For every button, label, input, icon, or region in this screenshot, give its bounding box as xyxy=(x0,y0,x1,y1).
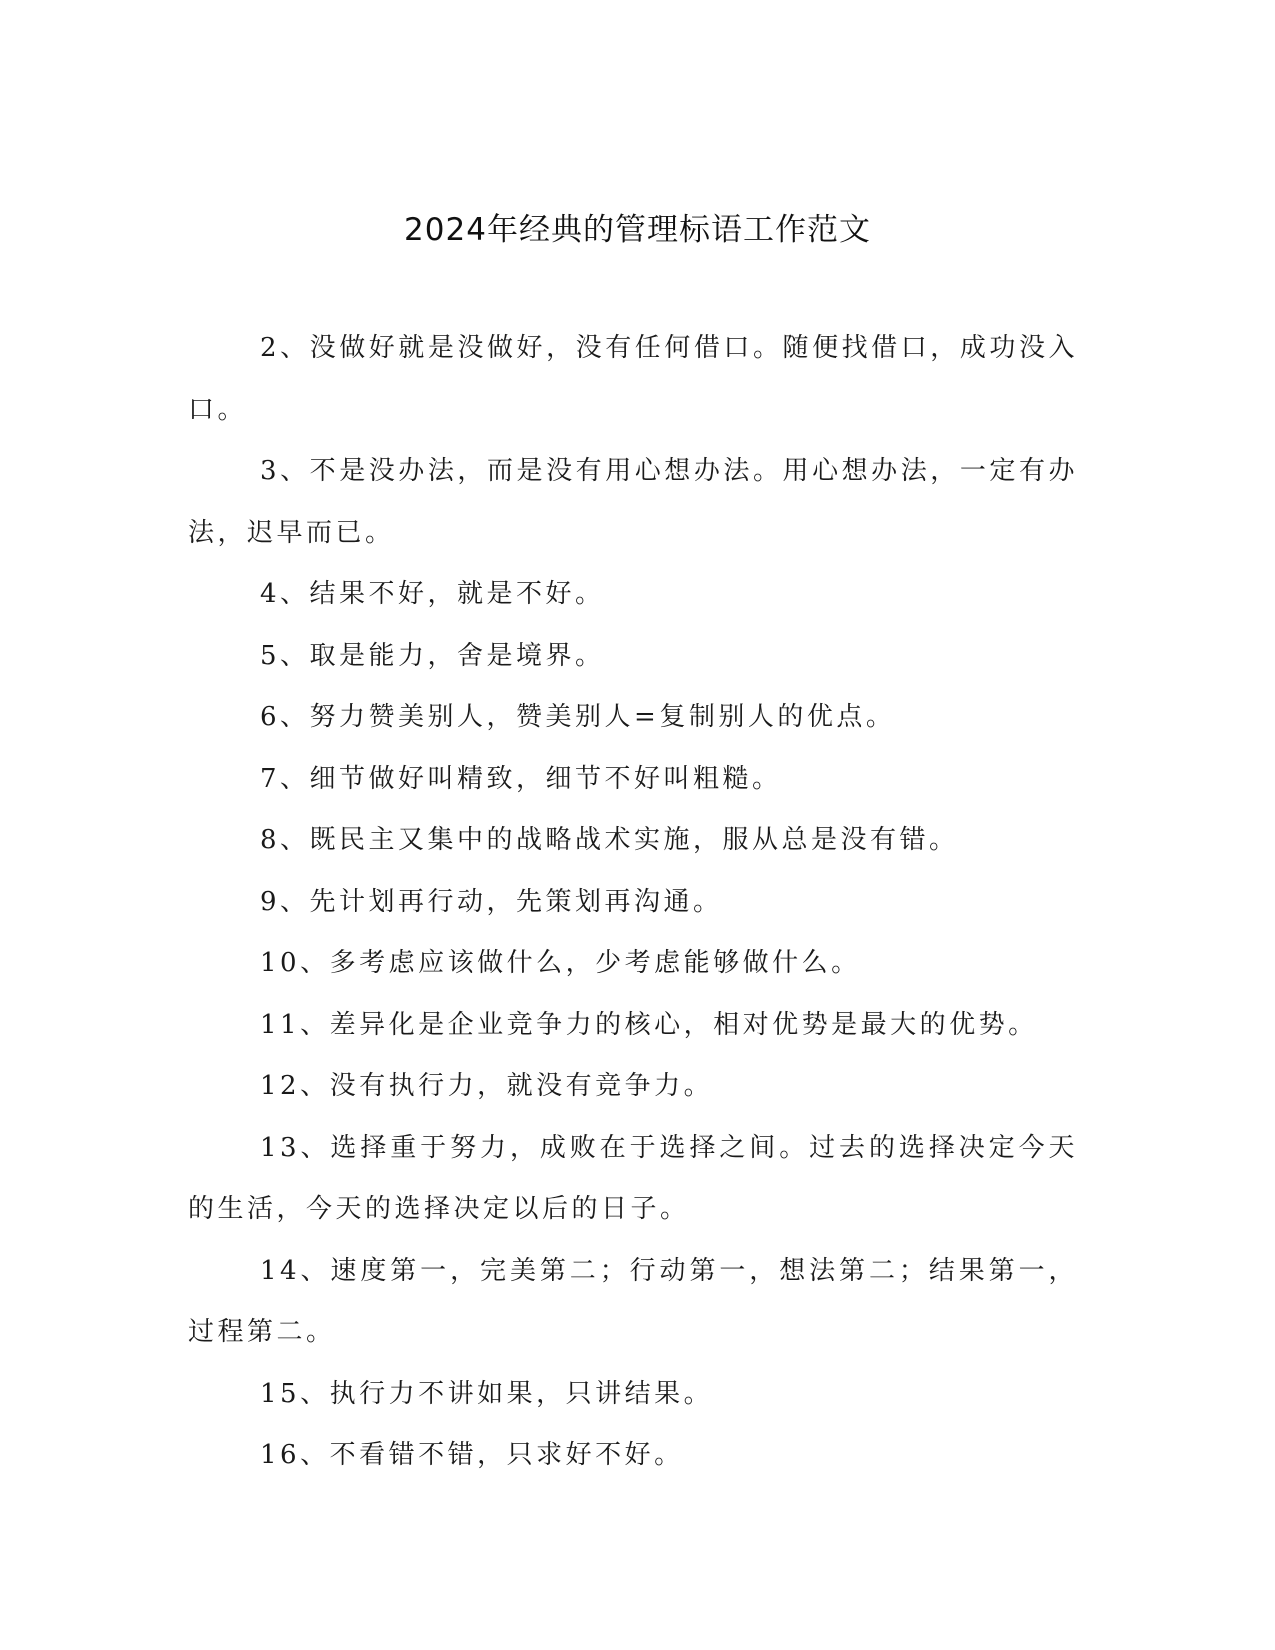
list-item: 7、细节做好叫精致，细节不好叫粗糙。 xyxy=(260,763,782,794)
list-item: 2、没做好就是没做好，没有任何借口。随便找借口，成功没入口。 xyxy=(188,333,1078,425)
list-item: 12、没有执行力，就没有竞争力。 xyxy=(260,1071,714,1101)
list-item: 5、取是能力，舍是境界。 xyxy=(260,640,605,671)
list-item: 11、差异化是企业竞争力的核心，相对优势是最大的优势。 xyxy=(260,1009,1038,1040)
document-title: 2024年经典的管理标语工作范文 xyxy=(404,212,871,248)
list-item: 16、不看错不错，只求好不好。 xyxy=(260,1440,684,1470)
list-item: 3、不是没办法，而是没有用心想办法。用心想办法，一定有办法，迟早而已。 xyxy=(188,456,1078,548)
list-item: 8、既民主又集中的战略战术实施，服从总是没有错。 xyxy=(260,825,959,855)
list-item: 13、选择重于努力，成败在于选择之间。过去的选择决定今天的生活，今天的选择决定以后的日子。 xyxy=(188,1132,1078,1224)
list-item: 14、速度第一，完美第二；行动第一，想法第二；结果第一，过程第二。 xyxy=(188,1255,1078,1347)
list-item: 15、执行力不讲如果，只讲结果。 xyxy=(260,1378,714,1409)
list-item: 9、先计划再行动，先策划再沟通。 xyxy=(260,886,723,917)
document-body xyxy=(188,318,1078,1487)
list-item: 10、多考虑应该做什么，少考虑能够做什么。 xyxy=(260,948,861,978)
list-item: 6、努力赞美别人，赞美别人=复制别人的优点。 xyxy=(260,702,896,732)
list-item: 4、结果不好，就是不好。 xyxy=(260,579,605,609)
